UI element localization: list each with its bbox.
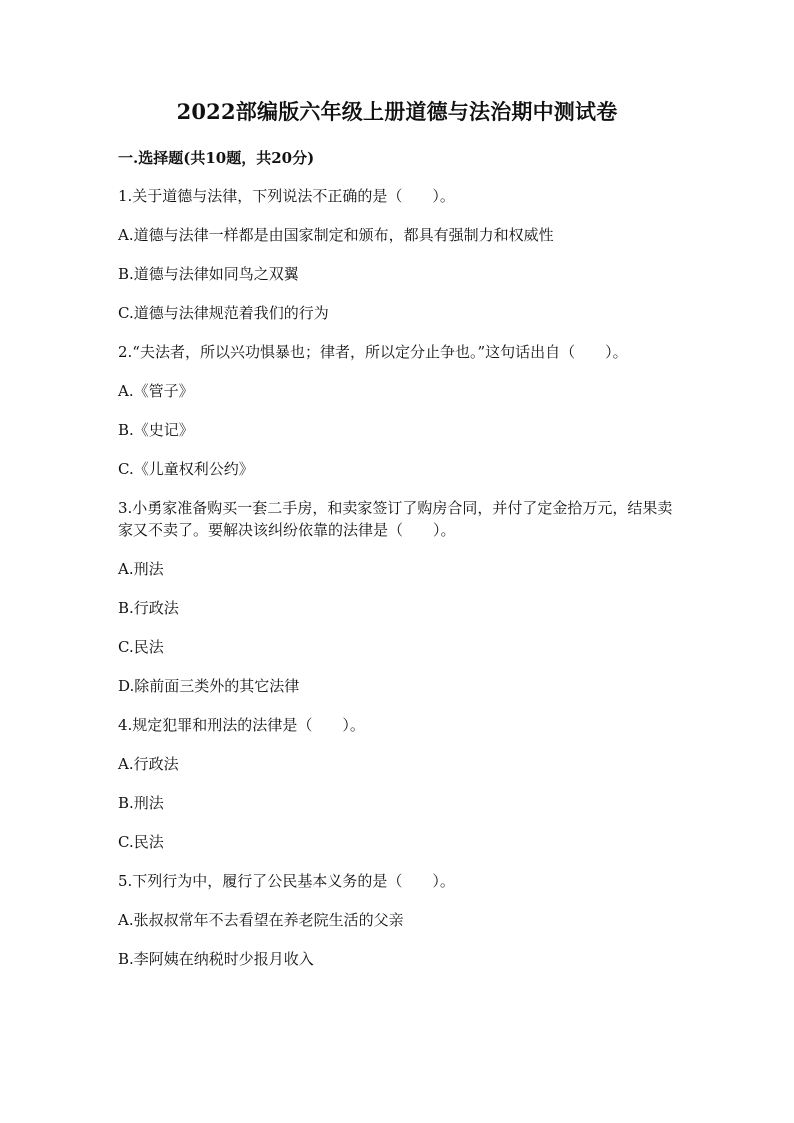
option-b: B.《史记》 <box>118 421 194 439</box>
option-a: A.《管子》 <box>118 382 194 400</box>
question-4 <box>118 714 678 853</box>
option-a: A.张叔叔常年不去看望在养老院生活的父亲 <box>118 911 404 929</box>
question-stem: 3.小勇家准备购买一套二手房，和卖家签订了购房合同，并付了定金拾万元，结果卖家又不卖了。要解决该纠纷依靠的法律是（ ）。 <box>118 499 673 539</box>
question-list <box>118 185 678 987</box>
question-3 <box>118 497 678 697</box>
option-c: C.《儿童权利公约》 <box>118 460 254 478</box>
option-d: D.除前面三类外的其它法律 <box>118 677 300 695</box>
question-stem: 4.规定犯罪和刑法的法律是（ ）。 <box>118 716 365 734</box>
option-b: B.李阿姨在纳税时少报月收入 <box>118 950 314 968</box>
question-5 <box>118 870 678 970</box>
option-b: B.道德与法律如同鸟之双翼 <box>118 265 299 283</box>
section-heading: 一.选择题(共10题，共20分) <box>118 149 315 167</box>
option-a: A.刑法 <box>118 560 164 578</box>
option-c: C.民法 <box>118 638 164 656</box>
option-a: A.道德与法律一样都是由国家制定和颁布，都具有强制力和权威性 <box>118 226 554 244</box>
option-b: B.刑法 <box>118 794 164 812</box>
question-2 <box>118 341 678 480</box>
question-1 <box>118 185 678 324</box>
question-stem: 2.“夫法者，所以兴功惧暴也；律者，所以定分止争也。”这句话出自（ ）。 <box>118 343 628 361</box>
option-c: C.民法 <box>118 833 164 851</box>
page-title: 2022部编版六年级上册道德与法治期中测试卷 <box>176 99 618 124</box>
option-a: A.行政法 <box>118 755 179 773</box>
question-stem: 5.下列行为中，履行了公民基本义务的是（ ）。 <box>118 872 455 890</box>
option-c: C.道德与法律规范着我们的行为 <box>118 304 329 322</box>
option-b: B.行政法 <box>118 599 179 617</box>
question-stem: 1.关于道德与法律，下列说法不正确的是（ ）。 <box>118 187 455 205</box>
